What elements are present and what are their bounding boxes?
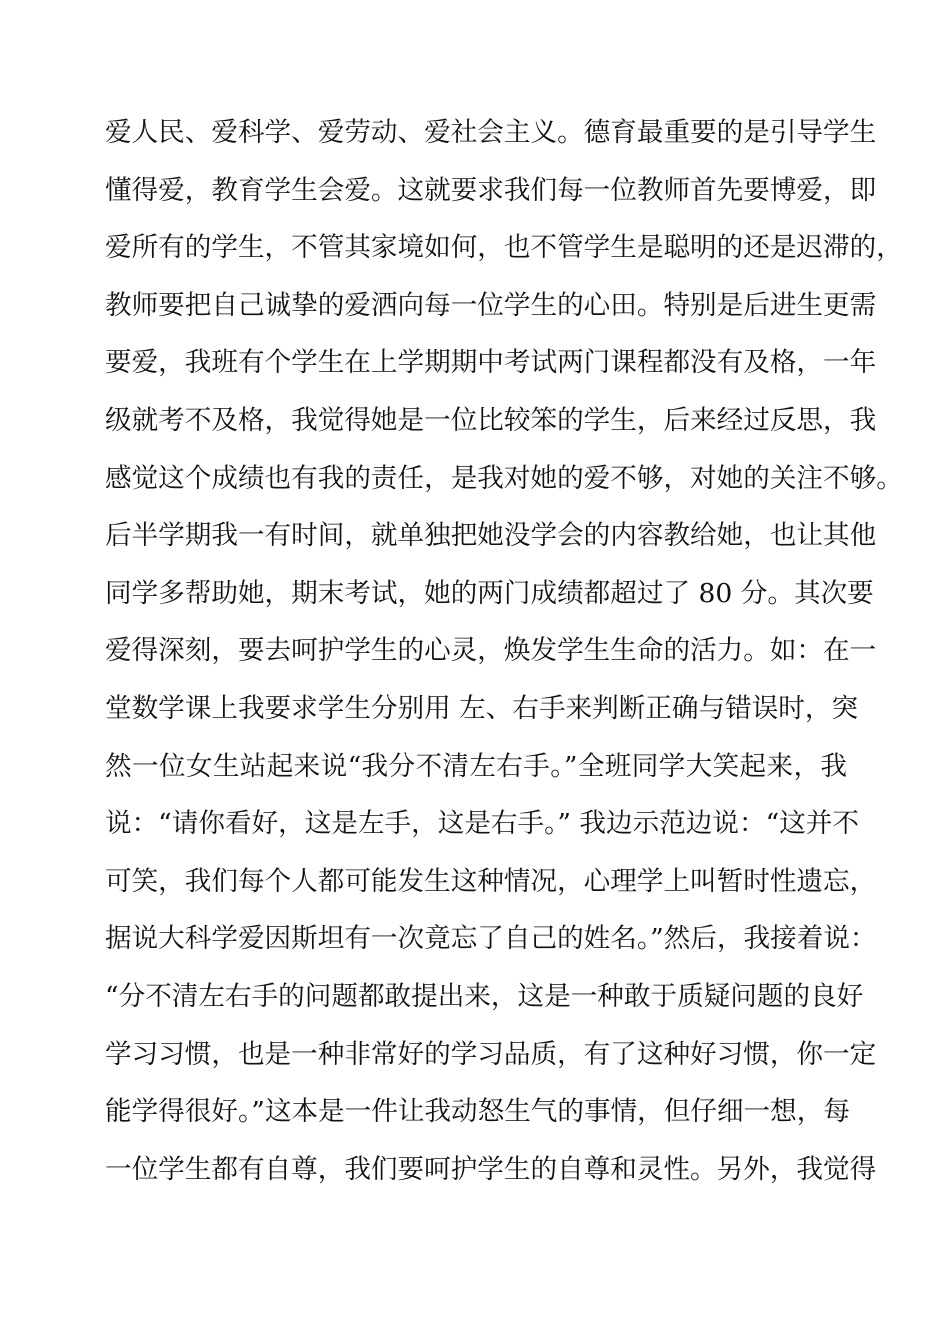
text-line: 同学多帮助她，期末考试，她的两门成绩都超过了 80 分。其次要 [105,577,874,609]
text-line: 爱所有的学生，不管其家境如何，也不管学生是聪明的还是迟滞的， [105,232,903,264]
text-line: 一位学生都有自尊，我们要呵护学生的自尊和灵性。另外，我觉得 [105,1153,877,1185]
body-text [105,104,903,1198]
text-line: “分不清左右手的问题都敢提出来，这是一种敢于质疑问题的良好 [105,980,864,1012]
text-line: 懂得爱，教育学生会爱。这就要求我们每一位教师首先要博爱，即 [105,174,877,206]
text-line: 堂数学课上我要求学生分别用 左、右手来判断正确与错误时，突 [105,692,859,724]
text-line: 说：“请你看好，这是左手，这是右手。” 我边示范边说：“这并不 [105,808,859,840]
text-line: 教师要把自己诚挚的爱洒向每一位学生的心田。特别是后进生更需 [105,289,877,321]
text-line: 级就考不及格，我觉得她是一位比较笨的学生，后来经过反思，我 [105,404,877,436]
text-line: 据说大科学爱因斯坦有一次竟忘了自己的姓名。”然后，我接着说： [105,923,877,955]
text-line: 要爱，我班有个学生在上学期期中考试两门课程都没有及格，一年 [105,347,877,379]
text-line: 能学得很好。”这本是一件让我动怒生气的事情，但仔细一想，每 [105,1096,850,1128]
text-line: 后半学期我一有时间，就单独把她没学会的内容教给她，也让其他 [105,520,877,552]
text-line: 学习习惯，也是一种非常好的学习品质，有了这种好习惯，你一定 [105,1038,877,1070]
text-line: 爱人民、爱科学、爱劳动、爱社会主义。德育最重要的是引导学生 [105,117,877,148]
text-line: 然一位女生站起来说“我分不清左右手。”全班同学大笑起来，我 [105,750,847,782]
text-line: 爱得深刻，要去呵护学生的心灵，焕发学生生命的活力。如：在一 [105,635,877,667]
text-line: 可笑，我们每个人都可能发生这种情况，心理学上叫暂时性遗忘， [105,865,877,897]
text-line: 感觉这个成绩也有我的责任，是我对她的爱不够，对她的关注不够。 [105,462,903,494]
